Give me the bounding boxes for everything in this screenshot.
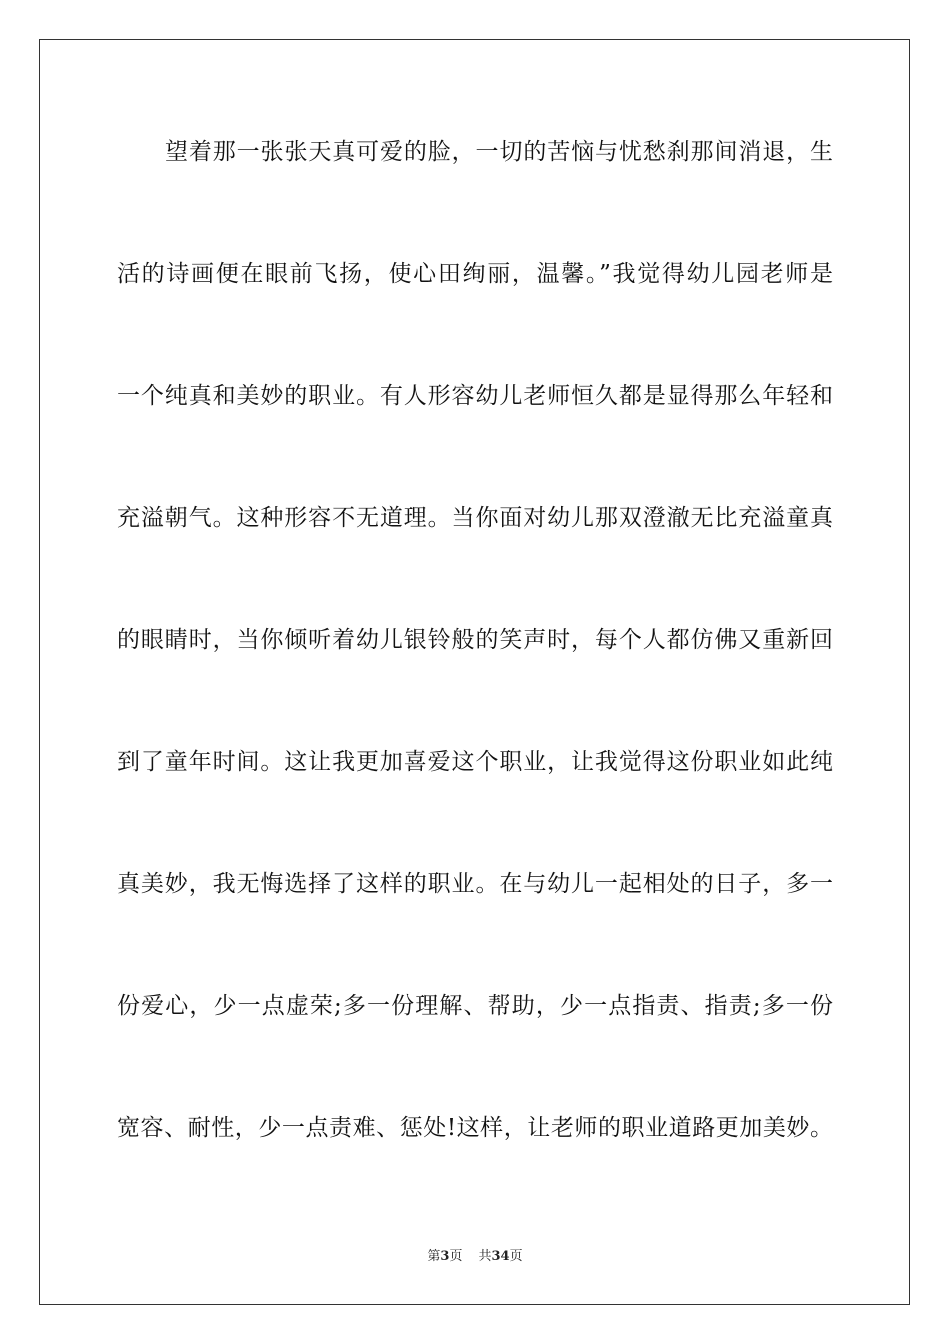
total-label-prefix: 共 [478,1249,492,1264]
paragraph-line: 真美妙，我无悔选择了这样的职业。在与幼儿一起相处的日子，多一 [117,871,833,897]
total-label-suffix: 页 [509,1249,523,1264]
page-number: 3 [440,1249,450,1264]
paragraph-line: 份爱心，少一点虚荣;多一份理解、帮助，少一点指责、指责;多一份 [117,993,833,1019]
paragraph-line: 活的诗画便在眼前飞扬，使心田绚丽，温馨。”我觉得幼儿园老师是 [117,261,833,287]
page-label-suffix: 页 [449,1249,463,1264]
page-footer [0,1248,950,1266]
paragraph-line: 宽容、耐性，少一点责难、惩处!这样，让老师的职业道路更加美妙。 [117,1115,833,1141]
paragraph-line: 到了童年时间。这让我更加喜爱这个职业，让我觉得这份职业如此纯 [117,749,833,775]
paragraph-line: 望着那一张张天真可爱的脸，一切的苦恼与忧愁刹那间消退，生 [165,139,833,165]
page-label-prefix: 第 [427,1249,441,1264]
paragraph-line: 的眼睛时，当你倾听着幼儿银铃般的笑声时，每个人都仿佛又重新回 [117,627,833,653]
paragraph-line: 充溢朝气。这种形容不无道理。当你面对幼儿那双澄澈无比充溢童真 [117,505,833,531]
paragraph-line: 一个纯真和美妙的职业。有人形容幼儿老师恒久都是显得那么年轻和 [117,383,833,409]
total-pages: 34 [491,1249,510,1264]
